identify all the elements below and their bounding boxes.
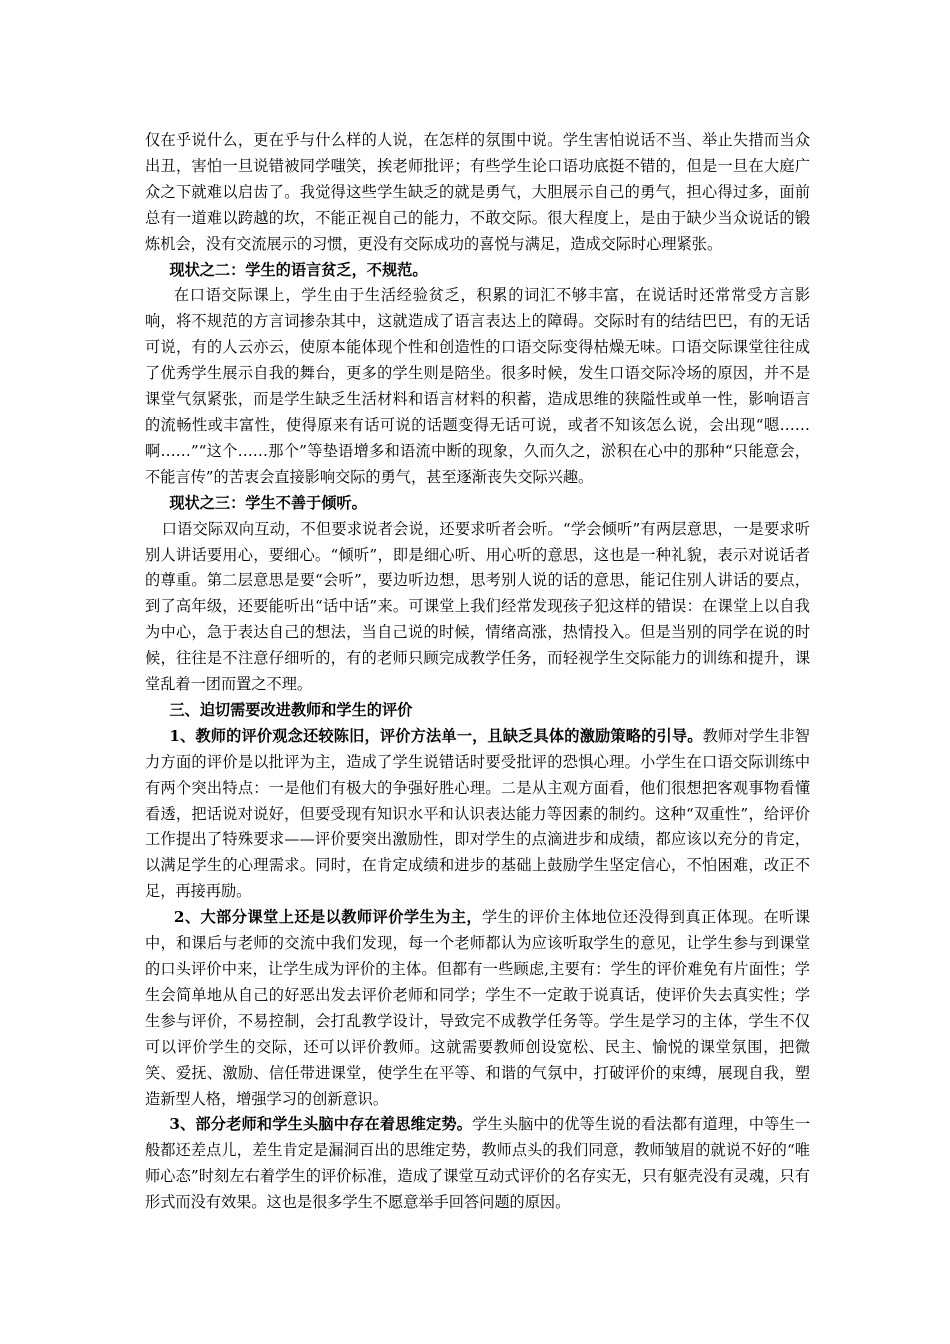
point-three-lead: 3、部分老师和学生头脑中存在着思维定势。 — [169, 1115, 473, 1134]
heading-status-three: 现状之三：学生不善于倾听。 — [169, 493, 367, 512]
section-title-evaluation: 三、迫切需要改进教师和学生的评价 — [169, 700, 413, 719]
paragraph-point-three — [145, 1112, 810, 1216]
paragraph-point-two — [145, 905, 810, 1112]
point-one-body: 教师对学生非智力方面的评价是以批评为主，造成了学生说错话时要受批评的恐惧心理。小学生在口语交际训练中有两个突出特点：一是他们有极大的争强好胜心理。二是从主观方面看，他们很想把客观事物看懂看透，把话说对说好，但要受现有知识水平和认识表达能力等因素的制约。这种“双重性”，给评价工作提出了特殊要求——评价要突出激励性，即对学生的点滴进步和成绩，都应该以充分的肯定，以满足学生的心理需求。同时，在肯定成绩和进步的基础上鼓励学生坚定信心，不怕困难，改正不足，再接再励。 — [145, 726, 810, 901]
point-one-lead: 1、教师的评价观念还较陈旧，评价方法单一，且缺乏具体的激励策略的引导。 — [169, 726, 703, 745]
paragraph-listening: 口语交际双向互动，不但要求说者会说，还要求听者会听。“学会倾听”有两层意思，一是要求听别人讲话要用心，要细心。“倾听”，即是细心听、用心听的意思，这也是一种礼貌，表示对说话者的尊重。第二层意思是要“会听”，要边听边想，思考别人说的话的意思，能记住别人讲话的要点，到了高年级，还要能听出“话中话”来。可课堂上我们经常发现孩子犯这样的错误：在课堂上以自我为中心，急于表达自己的想法，当自己说的时候，情绪高涨，热情投入。但是当别的同学在说的时候，往往是不注意仔细听的，有的老师只顾完成教学任务，而轻视学生交际能力的训练和提升，课堂乱着一团而置之不理。 — [145, 519, 810, 694]
document-page — [145, 128, 810, 1216]
point-three-body: 学生头脑中的优等生说的看法都有道理，中等生一般都还差点儿，差生肯定是漏洞百出的思维定势，教师点头的我们同意，教师皱眉的就说不好的“唯师心态”时刻左右着学生的评价标准，造成了课堂互动式评价的名存实无，只有躯壳没有灵魂，只有形式而没有效果。这也是很多学生不愿意举手回答问题的原因。 — [145, 1115, 811, 1212]
paragraph-point-one — [145, 724, 810, 905]
point-two-body: 学生的评价主体地位还没得到真正体现。在听课中，和课后与老师的交流中我们发现，每一个老师都认为应该听取学生的意见，让学生参与到课堂的口头评价中来，让学生成为评价的主体。但都有一些顾虑,主要有：学生的评价难免有片面性；学生会简单地从自己的好恶出发去评价老师和同学；学生不一定敢于说真话，使评价失去真实性；学生参与评价，不易控制，会打乱教学设计，导致完不成教学任务等。学生是学习的主体，学生不仅可以评价学生的交际，还可以评价教师。这就需要教师创设宽松、民主、愉悦的课堂氛围，把微笑、爱抚、激励、信任带进课堂，使学生在平等、和谐的气氛中，打破评价的束缚，展现自我，塑造新型人格，增强学习的创新意识。 — [145, 908, 810, 1108]
paragraph-language-poverty: 在口语交际课上，学生由于生活经验贫乏，积累的词汇不够丰富，在说话时还常常受方言影响，将不规范的方言词掺杂其中，这就造成了语言表达上的障碍。交际时有的结结巴巴，有的无话可说，有的人云亦云，使原本能体现个性和创造性的口语交际变得枯燥无味。口语交际课堂往往成了优秀学生展示自我的舞台，更多的学生则是陪坐。很多时候，发生口语交际冷场的原因，并不是课堂气氛紧张，而是学生缺乏生活材料和语言材料的积蓄，造成思维的狭隘性或单一性，影响语言的流畅性或丰富性，使得原来有话可说的话题变得无话可说，或者不知该怎么说，会出现“嗯……啊……”“这个……那个”等垫语增多和语流中断的现象，久而久之，淤积在心中的那种“只能意会，不能言传”的苦衷会直接影响交际的勇气，甚至逐渐丧失交际兴趣。 — [145, 286, 810, 486]
paragraph-student-anxiety: 仅在乎说什么，更在乎与什么样的人说，在怎样的氛围中说。学生害怕说话不当、举止失措而当众出丑，害怕一旦说错被同学嗤笑，挨老师批评；有些学生论口语功底挺不错的，但是一旦在大庭广众之下就难以启齿了。我觉得这些学生缺乏的就是勇气，大胆展示自己的勇气，担心得过多，面前总有一道难以跨越的坎，不能正视自己的能力，不敢交际。很大程度上，是由于缺少当众说话的锻炼机会，没有交流展示的习惯，更没有交际成功的喜悦与满足，造成交际时心理紧张。 — [145, 131, 810, 253]
heading-status-two: 现状之二：学生的语言贫乏，不规范。 — [169, 260, 428, 279]
point-two-lead: 2、大部分课堂上还是以教师评价学生为主， — [173, 908, 483, 927]
